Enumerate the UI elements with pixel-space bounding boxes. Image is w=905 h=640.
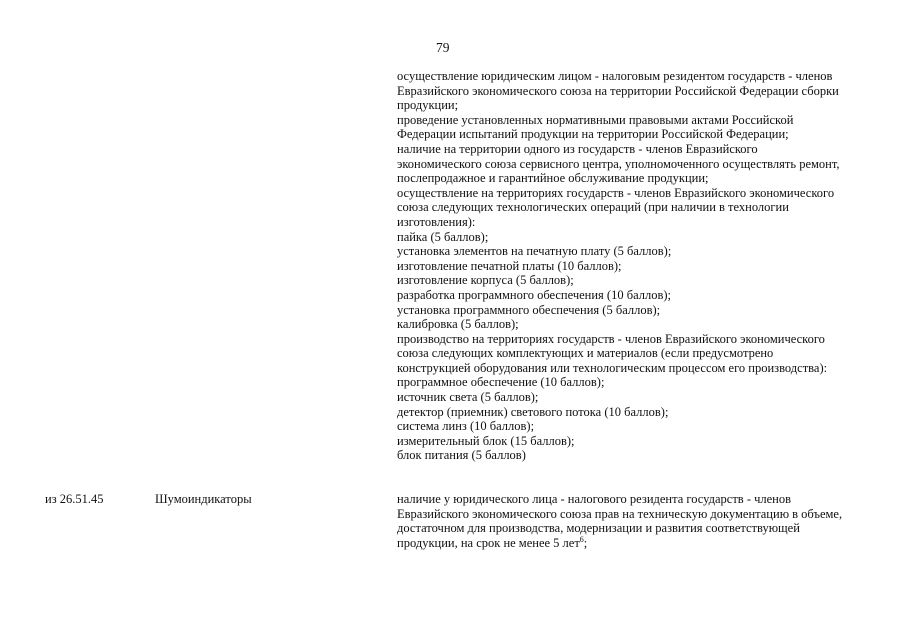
requirement-line: наличие на территории одного из государств - членов Евразийского xyxy=(397,141,758,156)
requirement-line: достаточном для производства, модернизации и развития соответствующей xyxy=(397,521,800,536)
requirement-line: продукции; xyxy=(397,98,459,113)
requirement-line: источник света (5 баллов); xyxy=(397,390,539,405)
requirement-line: наличие у юридического лица - налогового резидента государств - членов xyxy=(397,492,792,506)
product-name: Шумоиндикаторы xyxy=(155,492,252,506)
footnote-marker: 6 xyxy=(579,534,584,544)
requirement-line: проведение установленных нормативными правовыми актами Российской xyxy=(397,112,794,127)
requirement-line: изготовление корпуса (5 баллов); xyxy=(397,273,574,288)
requirement-line: осуществление на территориях государств - членов Евразийского экономического xyxy=(397,185,835,200)
requirement-line: разработка программного обеспечения (10 баллов); xyxy=(397,287,671,302)
requirement-line: пайка (5 баллов); xyxy=(397,229,489,244)
requirement-line: союза следующих комплектующих и материалов (если предусмотрено xyxy=(397,346,774,361)
requirement-line: производство на территориях государств - членов Евразийского экономического xyxy=(397,331,825,346)
requirement-line: осуществление юридическим лицом - налоговым резидентом государств - членов xyxy=(397,69,833,83)
requirement-line-last xyxy=(397,536,877,551)
requirement-line: установка элементов на печатную плату (5 баллов); xyxy=(397,244,672,259)
requirement-line: детектор (приемник) светового потока (10 баллов); xyxy=(397,404,669,419)
page-number: 79 xyxy=(436,40,450,55)
requirement-line-text: продукции, на срок не менее 5 лет xyxy=(397,535,580,550)
requirements-noise-indicators xyxy=(397,492,877,550)
requirement-line: послепродажное и гарантийное обслуживание продукции; xyxy=(397,171,709,186)
requirement-line: измерительный блок (15 баллов); xyxy=(397,433,575,448)
requirement-line: программное обеспечение (10 баллов); xyxy=(397,375,605,390)
product-code: из 26.51.45 xyxy=(45,492,104,506)
requirement-line: блок питания (5 баллов) xyxy=(397,448,526,463)
requirement-line: калибровка (5 баллов); xyxy=(397,317,519,332)
requirement-line-suffix: ; xyxy=(583,535,588,550)
requirement-line: экономического союза сервисного центра, уполномоченного осуществлять ремонт, xyxy=(397,156,840,171)
requirement-line: Евразийского экономического союза прав на техническую документацию в объеме, xyxy=(397,506,843,521)
requirement-line: изготовления): xyxy=(397,214,476,229)
requirement-line: установка программного обеспечения (5 баллов); xyxy=(397,302,661,317)
requirements-continuation xyxy=(397,69,877,463)
requirement-line: Евразийского экономического союза на территории Российской Федерации сборки xyxy=(397,83,839,98)
requirement-line: система линз (10 баллов); xyxy=(397,419,535,434)
requirement-line: союза следующих технологических операций (при наличии в технологии xyxy=(397,200,789,215)
requirement-line: Федерации испытаний продукции на территории Российской Федерации; xyxy=(397,127,789,142)
requirement-line: конструкцией оборудования или технологическим процессом его производства): xyxy=(397,360,828,375)
requirement-line: изготовление печатной платы (10 баллов); xyxy=(397,258,622,273)
